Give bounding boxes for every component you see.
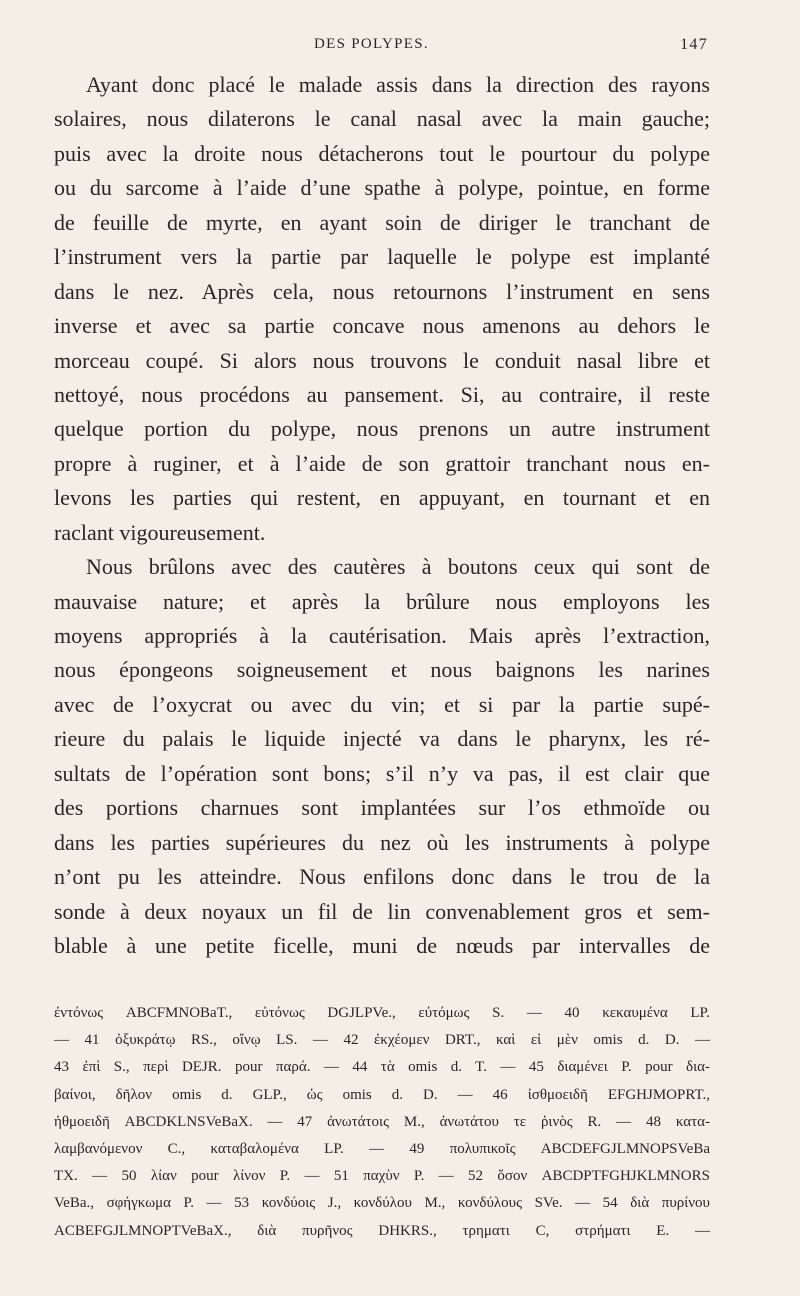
text-line: dans les parties supérieures du nez où les instruments à polype bbox=[54, 829, 710, 855]
text-line: solaires, nous dilaterons le canal nasal avec la main gauche; bbox=[54, 106, 710, 132]
text-line: inverse et avec sa partie concave nous amenons au dehors le bbox=[54, 313, 710, 339]
text-line: blable à une petite ficelle, muni de nœuds par intervalles de bbox=[54, 932, 710, 958]
text-line: sultats de l’opération sont bons; s’il n’y va pas, il est clair que bbox=[54, 760, 710, 786]
footnote-line: βαίνοι, δῆλον omis d. GLP., ὡς omis d. D. — 46 ἰσθμοειδῆ EFGHJMOPRT., bbox=[54, 1086, 710, 1103]
footnote-line: ACBEFGJLMNOPTVeBaX., διὰ πυρῆνος DHKRS., τρηματι C, στρήματι E. — bbox=[54, 1222, 710, 1239]
text-line: rieure du palais le liquide injecté va dans le pharynx, les ré- bbox=[54, 726, 710, 752]
text-line: n’ont pu les atteindre. Nous enfilons donc dans le trou de la bbox=[54, 864, 710, 890]
page-number: 147 bbox=[680, 36, 708, 53]
footnote-line: VeBa., σφήγκωμα P. — 53 κονδύοις J., κονδύλου M., κονδύλους SVe. — 54 διὰ πυρίνου bbox=[54, 1195, 710, 1212]
text-line: Nous brûlons avec des cautères à boutons ceux qui sont de bbox=[86, 554, 710, 580]
text-line: des portions charnues sont implantées sur l’os ethmoïde ou bbox=[54, 795, 710, 821]
text-line: morceau coupé. Si alors nous trouvons le conduit nasal libre et bbox=[54, 347, 710, 373]
footnote-line: — 41 ὀξυκράτῳ RS., οἴνῳ LS. — 42 ἐκχέομεν DRT., καὶ εἰ μὲν omis d. D. — bbox=[54, 1032, 710, 1049]
text-line: nous épongeons soigneusement et nous baignons les narines bbox=[54, 657, 710, 683]
text-line: dans le nez. Après cela, nous retournons l’instrument en sens bbox=[54, 278, 710, 304]
text-line: mauvaise nature; et après la brûlure nous employons les bbox=[54, 588, 710, 614]
text-line: quelque portion du polype, nous prenons un autre instrument bbox=[54, 416, 710, 442]
text-line: de feuille de myrte, en ayant soin de diriger le tranchant de bbox=[54, 209, 710, 235]
text-line: avec de l’oxycrat ou avec du vin; et si par la partie supé- bbox=[54, 691, 710, 717]
text-line: puis avec la droite nous détacherons tout le pourtour du polype bbox=[54, 140, 710, 166]
footnote-line: ἐντόνως ABCFMNOBaT., εὐτόνως DGJLPVe., εὐτόμως S. — 40 κεκαυμένα LP. bbox=[54, 1005, 710, 1021]
footnote-line: ἠθμοειδῆ ABCDKLNSVeBaX. — 47 ἀνωτάτοις M., ἀνωτάτου τε ῥινὸς R. — 48 κατα- bbox=[54, 1113, 710, 1130]
footnote-line: λαμβανόμενον C., καταβαλομένα LP. — 49 πολυπικοῖς ABCDEFGJLMNOPSVeBa bbox=[54, 1140, 710, 1157]
running-header bbox=[52, 36, 708, 58]
text-line: raclant vigoureusement. bbox=[54, 519, 266, 545]
text-line: propre à ruginer, et à l’aide de son grattoir tranchant nous en- bbox=[54, 450, 710, 476]
text-line: ou du sarcome à l’aide d’une spathe à polype, pointue, en forme bbox=[54, 175, 710, 201]
text-line: Ayant donc placé le malade assis dans la direction des rayons bbox=[86, 72, 710, 97]
running-title: DES POLYPES. bbox=[314, 36, 429, 52]
text-line: nettoyé, nous procédons au pansement. Si, au contraire, il reste bbox=[54, 381, 710, 407]
footnote-line: TX. — 50 λίαν pour λίνον P. — 51 παχὺν P. — 52 ὅσον ABCDPTFGHJKLMNORS bbox=[54, 1168, 710, 1185]
text-line: moyens appropriés à la cautérisation. Mais après l’extraction, bbox=[54, 623, 710, 648]
text-line: levons les parties qui restent, en appuyant, en tournant et en bbox=[54, 485, 710, 511]
text-line: sonde à deux noyaux un fil de lin convenablement gros et sem- bbox=[54, 898, 710, 924]
footnote-line: 43 ἐπὶ S., περὶ DEJR. pour παρά. — 44 τὰ omis d. T. — 45 διαμένει P. pour δια- bbox=[54, 1059, 710, 1076]
critical-apparatus bbox=[54, 1000, 710, 1245]
text-line: l’instrument vers la partie par laquelle le polype est implanté bbox=[54, 244, 710, 270]
main-text bbox=[54, 68, 710, 963]
